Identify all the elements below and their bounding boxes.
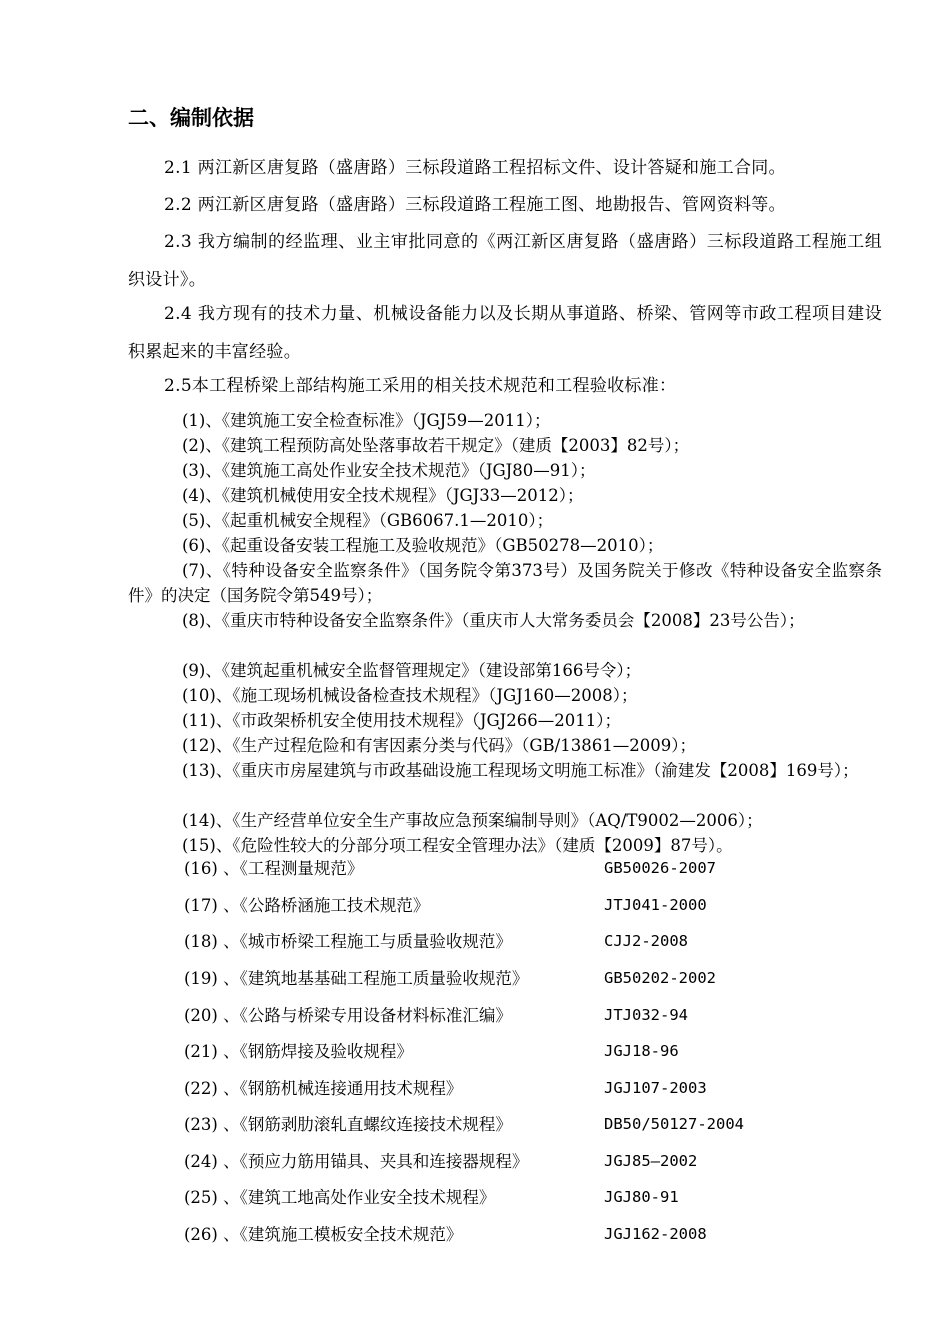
standard-item-8: (8)、《重庆市特种设备安全监察条件》（重庆市人大常务委员会【2008】23号公告）； bbox=[182, 611, 805, 630]
standard-item-9: (9)、《建筑起重机械安全监督管理规定》（建设部第166号令）； bbox=[182, 661, 642, 680]
code-row-name: (24) 、《预应力筋用锚具、夹具和连接器规程》 bbox=[184, 1152, 529, 1171]
code-row-code: JGJ18-96 bbox=[604, 1042, 679, 1060]
code-row-name: (25) 、《建筑工地高处作业安全技术规程》 bbox=[184, 1188, 496, 1207]
standard-item-13: (13)、《重庆市房屋建筑与市政基础设施工程现场文明施工标准》（渝建发【2008】169号）； bbox=[182, 761, 859, 780]
standard-item-6: (6)、《起重设备安装工程施工及验收规范》（GB50278—2010）； bbox=[182, 536, 664, 555]
basis-item-2-3: 2.3 我方编制的经监理、业主审批同意的《两江新区唐复路（盛唐路）三标段道路工程施工组织设计》。 bbox=[128, 232, 882, 290]
code-row-code: DB50/50127-2004 bbox=[604, 1115, 744, 1133]
code-row-name: (16) 、《工程测量规范》 bbox=[184, 859, 364, 878]
section-heading: 二、编制依据 bbox=[128, 105, 254, 130]
basis-item-2-1: 2.1 两江新区唐复路（盛唐路）三标段道路工程招标文件、设计答疑和施工合同。 bbox=[164, 158, 786, 178]
code-row-name: (17) 、《公路桥涵施工技术规范》 bbox=[184, 896, 430, 915]
basis-item-2-2: 2.2 两江新区唐复路（盛唐路）三标段道路工程施工图、地勘报告、管网资料等。 bbox=[164, 195, 786, 215]
code-row-name: (18) 、《城市桥梁工程施工与质量验收规范》 bbox=[184, 932, 512, 951]
standard-item-5: (5)、《起重机械安全规程》（GB6067.1—2010）； bbox=[182, 511, 554, 530]
standard-item-4: (4)、《建筑机械使用安全技术规程》（JGJ33—2012）； bbox=[182, 486, 584, 505]
code-row-name: (22) 、《钢筋机械连接通用技术规程》 bbox=[184, 1079, 463, 1098]
code-row-name: (23) 、《钢筋剥肋滚轧直螺纹连接技术规程》 bbox=[184, 1115, 512, 1134]
code-row-name: (20) 、《公路与桥梁专用设备材料标准汇编》 bbox=[184, 1006, 512, 1025]
standard-item-7: (7)、《特种设备安全监察条件》（国务院令第373号）及国务院关于修改《特种设备安全监察条件》的决定（国务院令第549号）； bbox=[128, 561, 882, 605]
code-row-code: JGJ85—2002 bbox=[604, 1152, 698, 1170]
standard-item-1: (1)、《建筑施工安全检查标准》（JGJ59—2011）； bbox=[182, 411, 551, 430]
code-row-name: (19) 、《建筑地基基础工程施工质量验收规范》 bbox=[184, 969, 529, 988]
code-row-name: (26) 、《建筑施工模板安全技术规范》 bbox=[184, 1225, 463, 1244]
code-row-code: JGJ162-2008 bbox=[604, 1225, 707, 1243]
basis-item-2-4: 2.4 我方现有的技术力量、机械设备能力以及长期从事道路、桥梁、管网等市政工程项目建设积累起来的丰富经验。 bbox=[128, 304, 882, 362]
standard-item-2: (2)、《建筑工程预防高处坠落事故若干规定》（建质【2003】82号）； bbox=[182, 436, 690, 455]
code-row-code: JTJ041-2000 bbox=[604, 896, 707, 914]
standard-item-14: (14)、《生产经营单位安全生产事故应急预案编制导则》（AQ/T9002—2006）； bbox=[182, 811, 763, 830]
code-row-code: GB50026-2007 bbox=[604, 859, 716, 877]
standard-item-15: (15)、《危险性较大的分部分项工程安全管理办法》（建质【2009】87号）。 bbox=[182, 836, 733, 855]
code-row-code: CJJ2-2008 bbox=[604, 932, 688, 950]
standard-item-11: (11)、《市政架桥机安全使用技术规程》（JGJ266—2011）； bbox=[182, 711, 622, 730]
standard-item-12: (12)、《生产过程危险和有害因素分类与代码》（GB/13861—2009）； bbox=[182, 736, 696, 755]
code-row-code: JTJ032-94 bbox=[604, 1006, 688, 1024]
code-row-code: JGJ107-2003 bbox=[604, 1079, 707, 1097]
code-row-name: (21) 、《钢筋焊接及验收规程》 bbox=[184, 1042, 413, 1061]
code-row-code: JGJ80-91 bbox=[604, 1188, 679, 1206]
code-row-code: GB50202-2002 bbox=[604, 969, 716, 987]
basis-item-2-5: 2.5本工程桥梁上部结构施工采用的相关技术规范和工程验收标准： bbox=[164, 376, 677, 396]
standard-item-10: (10)、《施工现场机械设备检查技术规程》（JGJ160—2008）； bbox=[182, 686, 638, 705]
standard-item-3: (3)、《建筑施工高处作业安全技术规范》（JGJ80—91）； bbox=[182, 461, 596, 480]
